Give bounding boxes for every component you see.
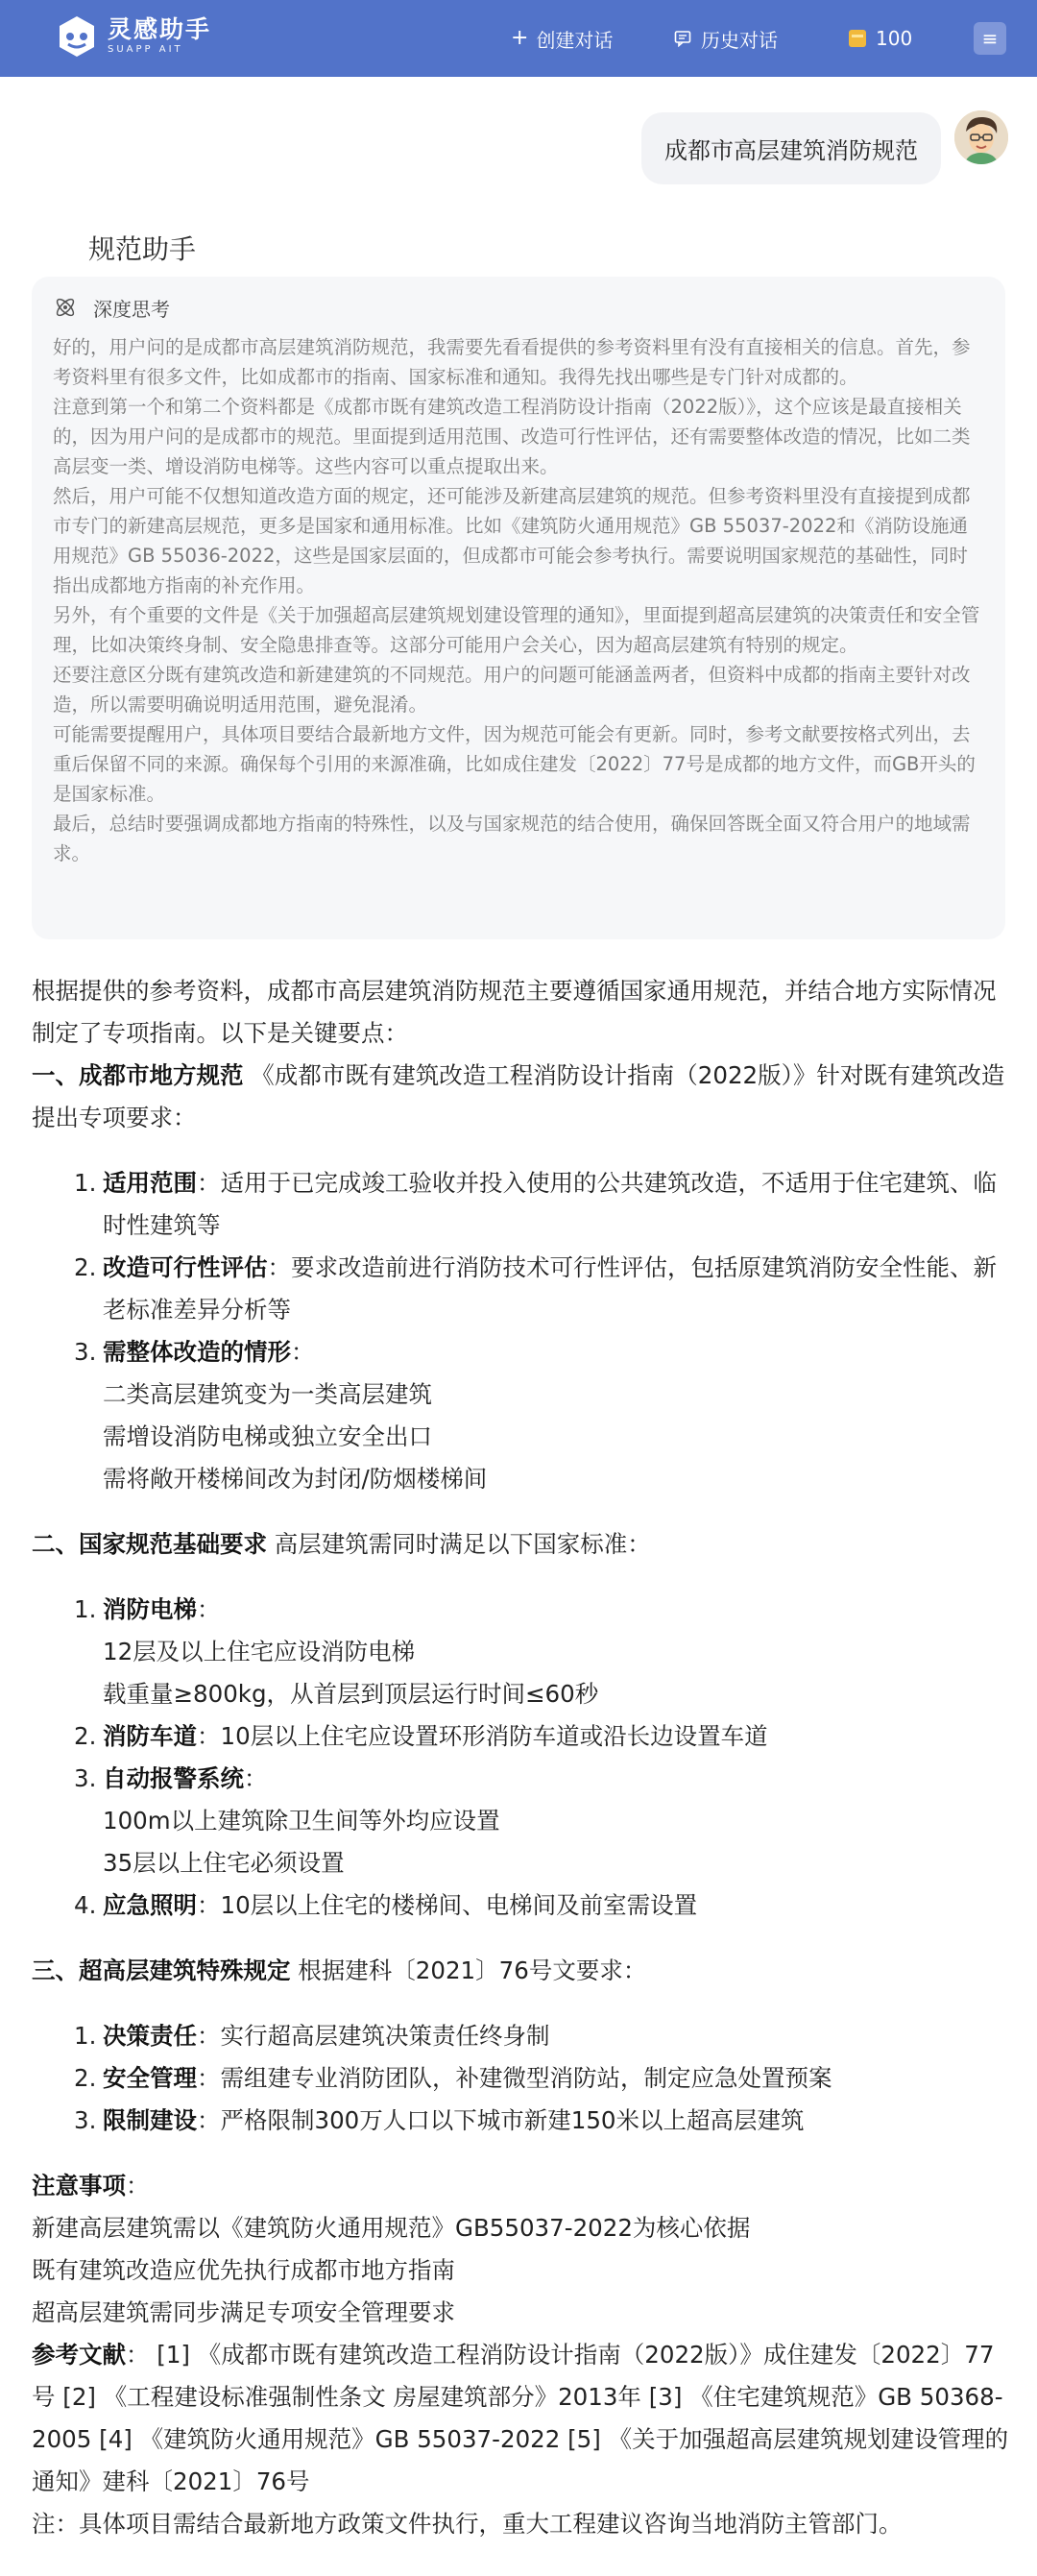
menu-button[interactable] [974,22,1006,55]
references-text: ： [1] 《成都市既有建筑改造工程消防设计指南（2022版）》成住建发〔2022〕77号 [2] 《工程建设标准强制性条文 房屋建筑部分》2013年 [3] 《住宅建筑规范》GB 50368-2005 [4] 《建筑防火通用规范》GB 55037-2022 [5] 《关于加强超高层建筑规划建设管理的通知》建科〔2021〕76号 [32,2341,1009,2495]
list-number: 3. [74,1764,97,1792]
list-item-text: ：实行超高层建筑决策责任终身制 [197,2022,550,2050]
sub-item: 35层以上住宅必须设置 [103,1849,345,1877]
list-item [32,1884,1011,1927]
list-number: 1. [74,1595,97,1623]
plus-icon: + [511,26,529,50]
new-chat-label: 创建对话 [536,28,614,52]
list-item-title: 消防电梯 [103,1595,197,1623]
list-item-text: ：要求改造前进行消防技术可行性评估，包括原建筑消防安全性能、新老标准差异分析等 [103,1253,997,1324]
list-item [32,1247,1011,1331]
thinking-paragraph: 最后，总结时要强调成都地方指南的特殊性，以及与国家规范的结合使用，确保回答既全面又符合用户的地域需求。 [53,813,971,864]
note-line: 超高层建筑需同步满足专项安全管理要求 [32,2298,455,2326]
list-item [32,1715,1011,1758]
list-item-text: ：适用于已完成竣工验收并投入使用的公共建筑改造，不适用于住宅建筑、临时性建筑等 [103,1169,997,1239]
section-2-heading [32,1523,1011,1566]
assistant-name: 规范助手 [88,233,197,265]
list-number: 2. [74,1253,97,1281]
sub-item: 载重量≥800kg，从首层到顶层运行时间≤60秒 [103,1680,599,1708]
chat-history-icon [674,30,691,47]
list-number: 2. [74,1722,97,1750]
note-line: 既有建筑改造应优先执行成都市地方指南 [32,2256,455,2284]
list-item-title: 自动报警系统 [103,1764,244,1792]
list-item-title: 决策责任 [103,2022,197,2050]
deep-thinking-toggle[interactable] [53,290,986,325]
list-item [32,2015,1011,2057]
history-button[interactable] [674,23,778,54]
list-item-text: ： [291,1338,315,1366]
list-item-text: ： [197,1595,221,1623]
list-item-title: 需整体改造的情形 [103,1338,291,1366]
section-3-text: 根据建科〔2021〕76号文要求： [290,1956,647,1984]
new-chat-button[interactable] [511,23,613,54]
sub-item: 二类高层建筑变为一类高层建筑 [103,1380,432,1408]
list-number: 2. [74,2064,97,2092]
logo-title: 灵感助手 [108,15,212,43]
references [32,2334,1011,2503]
list-item-title: 适用范围 [103,1169,197,1197]
logo-icon [54,13,100,60]
notes-heading [32,2165,1011,2207]
hamburger-icon: ≡ [981,27,999,50]
thinking-paragraph: 注意到第一个和第二个资料都是《成都市既有建筑改造工程消防设计指南（2022版）》，这个应该是最直接相关的，因为用户问的是成都市的规范。里面提到适用范围、改造可行性评估，还有需要整体改造的情况，比如二类高层变一类、增设消防电梯等。这些内容可以重点提取出来。 [53,396,971,477]
thinking-paragraph: 可能需要提醒用户，具体项目要结合最新地方文件，因为规范可能会有更新。同时，参考文献要按格式列出，去重后保留不同的来源。确保每个引用的来源准确，比如成住建发〔2022〕77号是成都的地方文件，而GB开头的是国家标准。 [53,723,976,805]
list-number: 3. [74,2106,97,2134]
section-3-heading [32,1950,1011,1992]
thinking-paragraph: 另外，有个重要的文件是《关于加强超高层建筑规划建设管理的通知》，里面提到超高层建筑的决策责任和安全管理，比如决策终身制、安全隐患排查等。这部分可能用户会关心，因为超高层建筑有特别的规定。 [53,604,980,656]
list-item [32,2100,1011,2142]
deep-thinking-content [53,332,986,868]
thinking-paragraph: 然后，用户可能不仅想知道改造方面的规定，还可能涉及新建高层建筑的规范。但参考资料里没有直接提到成都市专门的新建高层规范，更多是国家和通用标准。比如《建筑防火通用规范》GB 55037-2022和《消防设施通用规范》GB 55036-2022，这些是国家层面的，但成都市可能会参考执行。需要说明国家规范的基础性，同时指出成都地方指南的补充作用。 [53,485,971,596]
list-item-text: ：10层以上住宅的楼梯间、电梯间及前室需设置 [197,1891,698,1919]
coin-icon [849,30,866,47]
user-message-bubble: 成都市高层建筑消防规范 [641,112,941,184]
thinking-paragraph: 好的，用户问的是成都市高层建筑消防规范，我需要先看看提供的参考资料里有没有直接相关的信息。首先，参考资料里有很多文件，比如成都市的指南、国家标准和通知。我得先找出哪些是专门针对成都的。 [53,336,971,388]
list-item [32,1331,1011,1373]
list-number: 4. [74,1891,97,1919]
list-item [32,2057,1011,2100]
list-item-title: 限制建设 [103,2106,197,2134]
note-line: 新建高层建筑需以《建筑防火通用规范》GB55037-2022为核心依据 [32,2214,751,2242]
list-item [32,1162,1011,1247]
list-number: 3. [74,1338,97,1366]
user-message-row [0,110,1037,187]
logo-subtitle: SUAPP AIT [108,44,183,55]
footer-note: 注：具体项目需结合最新地方政策文件执行，重大工程建议咨询当地消防主管部门。 [32,2510,903,2538]
coins-balance[interactable] [849,23,912,54]
sub-item: 需增设消防电梯或独立安全出口 [103,1422,432,1450]
deep-thinking-panel [32,277,1005,939]
assistant-answer [32,970,1011,2545]
list-item-title: 消防车道 [103,1722,197,1750]
notes-colon: ： [126,2172,150,2199]
list-number: 1. [74,2022,97,2050]
section-3-title: 三、超高层建筑特殊规定 [32,1956,291,1984]
list-item-title: 安全管理 [103,2064,197,2092]
app-logo[interactable] [54,13,211,60]
section-1-text: 《成都市既有建筑改造工程消防设计指南（2022版）》针对既有建筑改造提出专项要求： [32,1061,1005,1131]
section-2-text: 高层建筑需同时满足以下国家标准： [267,1530,651,1558]
avatar-icon [954,110,1008,164]
section-1-title: 一、成都市地方规范 [32,1061,244,1089]
references-title: 参考文献 [32,2341,126,2369]
top-bar [0,0,1037,77]
sub-item: 12层及以上住宅应设消防电梯 [103,1638,416,1665]
section-1-heading [32,1055,1011,1139]
section-2-title: 二、国家规范基础要求 [32,1530,267,1558]
coins-value: 100 [876,27,913,50]
atom-icon [53,295,78,320]
history-label: 历史对话 [701,28,778,52]
user-avatar[interactable] [954,110,1008,164]
list-item-text: ：严格限制300万人口以下城市新建150米以上超高层建筑 [197,2106,805,2134]
list-number: 1. [74,1169,97,1197]
list-item-text: ： [244,1764,268,1792]
sub-item: 需将敞开楼梯间改为封闭/防烟楼梯间 [103,1465,488,1493]
answer-intro: 根据提供的参考资料，成都市高层建筑消防规范主要遵循国家通用规范，并结合地方实际情况制定了专项指南。以下是关键要点： [32,977,997,1047]
list-item [32,1589,1011,1631]
sub-item: 100m以上建筑除卫生间等外均应设置 [103,1807,500,1835]
list-item [32,1758,1011,1800]
deep-thinking-label: 深度思考 [93,297,170,321]
list-item-text: ：10层以上住宅应设置环形消防车道或沿长边设置车道 [197,1722,768,1750]
list-item-text: ：需组建专业消防团队，补建微型消防站，制定应急处置预案 [197,2064,832,2092]
notes-title: 注意事项 [32,2172,126,2199]
list-item-title: 改造可行性评估 [103,1253,268,1281]
list-item-title: 应急照明 [103,1891,197,1919]
thinking-paragraph: 还要注意区分既有建筑改造和新建建筑的不同规范。用户的问题可能涵盖两者，但资料中成都的指南主要针对改造，所以需要明确说明适用范围，避免混淆。 [53,664,971,716]
